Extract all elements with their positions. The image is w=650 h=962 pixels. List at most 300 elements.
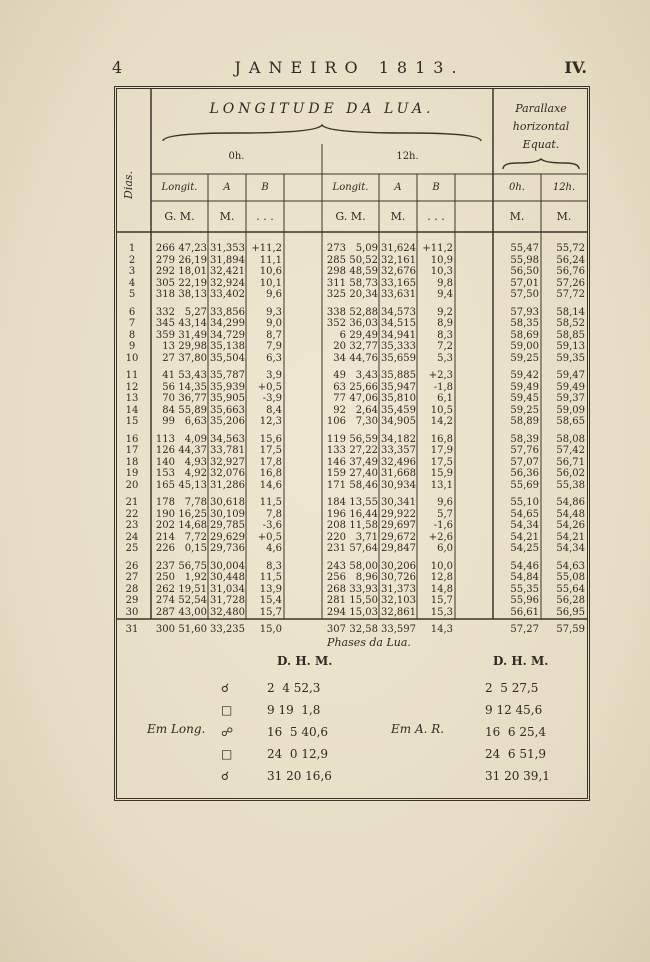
table-cell: 14,8 (430, 583, 453, 595)
table-cell: 30,448 (210, 572, 245, 583)
table-cell: 126 (155, 445, 175, 456)
table-cell: 2,64 (355, 404, 378, 416)
table-cell: 29,736 (210, 543, 245, 554)
table-cell: 34,941 (381, 329, 416, 341)
table-cell: 57,01 (510, 277, 539, 289)
table-cell: 34,299 (210, 318, 245, 329)
table-cell: 5,27 (184, 306, 207, 318)
table-cell: 56,02 (556, 468, 585, 479)
table-cell: 31,728 (210, 595, 245, 606)
table-cell: 3,9 (266, 370, 282, 381)
table-cell: 15,4 (259, 595, 282, 606)
table-cell: +0,5 (257, 531, 282, 543)
table-cell: 8,3 (266, 560, 282, 572)
table-cell: 58,73 (349, 277, 378, 289)
table-cell: 14,3 (430, 624, 453, 635)
table-cell: 32,496 (381, 456, 416, 468)
table-cell: +0,5 (257, 381, 282, 393)
table-cell: 133 (326, 445, 346, 456)
table-cell: 36,77 (178, 393, 207, 404)
table-cell: 59,37 (556, 393, 585, 404)
table-cell: 59,25 (510, 352, 539, 364)
table-cell: 55,64 (556, 583, 585, 595)
table-cell: 84 (162, 404, 175, 416)
table-cell: 274 (155, 595, 175, 606)
table-cell: 9,0 (266, 318, 282, 329)
table-cell: 243 (326, 560, 346, 572)
phase-value-ar: 16 6 25,4 (485, 725, 547, 739)
table-cell: 55,69 (510, 479, 539, 491)
table-cell: 146 (326, 456, 346, 468)
table-cell: 4,93 (184, 456, 207, 468)
table-cell: 29,697 (381, 520, 416, 531)
table-cell: 57,76 (510, 445, 539, 456)
table-cell: 30,726 (381, 572, 416, 583)
table-cell: 20 (333, 341, 346, 352)
table-cell: 12,3 (259, 416, 282, 427)
table-cell: 47,06 (349, 393, 378, 404)
phases-dhm-right: D. H. M. (493, 654, 549, 668)
table-cell: 58,69 (510, 329, 539, 341)
col-parallax-12: 12h. (552, 182, 576, 193)
table-cell: 35,787 (210, 370, 245, 381)
table-cell: 30,341 (381, 497, 416, 508)
table-cell: 56,36 (510, 468, 539, 479)
table-cell: 56,95 (556, 606, 585, 618)
table-cell: 59,13 (556, 341, 585, 352)
table-cell: 58,08 (556, 433, 585, 445)
table-cell: 58,89 (510, 416, 539, 427)
table-cell: 10,3 (430, 266, 453, 277)
table-cell: 63 (333, 381, 346, 393)
table-cell: 58,85 (556, 329, 585, 341)
table-cell: 28 (125, 583, 139, 595)
table-cell: +11,2 (251, 243, 282, 254)
table-cell: 13,1 (430, 479, 453, 491)
table-cell: 27,22 (349, 445, 378, 456)
table-cell: 56 (162, 381, 175, 393)
table-cell: 56,28 (556, 595, 585, 606)
table-cell: 32,076 (210, 468, 245, 479)
col-longit-0: Longit. (161, 182, 198, 193)
table-cell: 30,109 (210, 508, 245, 520)
table-cell: 31,286 (210, 479, 245, 491)
table-cell: 54,46 (510, 560, 539, 572)
table-cell: 34,515 (381, 318, 416, 329)
table-cell: 59,09 (556, 404, 585, 416)
table-cell: 56,59 (349, 433, 378, 445)
hour-0-label: 0h. (228, 151, 245, 162)
table-cell: 15,50 (349, 595, 378, 606)
table-cell: 57,59 (556, 624, 585, 635)
unit-label: M. (219, 210, 235, 223)
phase-value-long: 2 4 52,3 (267, 681, 321, 695)
phase-value-ar: 31 20 39,1 (485, 769, 550, 783)
table-cell: 54,25 (510, 543, 539, 554)
table-cell: 32,77 (349, 341, 378, 352)
table-cell: 256 (326, 572, 346, 583)
table-cell: 1,92 (184, 572, 207, 583)
table-cell: 55,10 (510, 497, 539, 508)
table-cell: 9,4 (437, 289, 453, 300)
table-cell: 32,58 (349, 624, 378, 635)
table-cell: 352 (326, 318, 346, 329)
table-cell: 14,35 (178, 381, 207, 393)
table-cell: 14,68 (178, 520, 207, 531)
table-cell: 54,34 (556, 543, 585, 554)
table-cell: 33,781 (210, 445, 245, 456)
table-cell: 30,206 (381, 560, 416, 572)
unit-label: M. (390, 210, 406, 223)
table-cell: 13 (125, 393, 139, 404)
table-cell: 54,48 (556, 508, 585, 520)
table-cell: 5,09 (355, 243, 378, 254)
table-cell: 35,659 (381, 352, 416, 364)
table-cell: 56,61 (510, 606, 539, 618)
hour-12-label: 12h. (396, 151, 419, 162)
table-cell: 34,729 (210, 329, 245, 341)
table-cell: 13,55 (349, 497, 378, 508)
table-cell: 34,573 (381, 306, 416, 318)
phase-symbol-icon: ☌ (221, 681, 230, 695)
table-cell: 38,13 (178, 289, 207, 300)
phase-value-long: 16 5 40,6 (267, 725, 329, 739)
col-b-0: B (261, 182, 269, 193)
table-cell: 59,49 (556, 381, 585, 393)
table-cell: 178 (155, 497, 175, 508)
table-cell: 48,59 (349, 266, 378, 277)
table-cell: 15,7 (259, 606, 282, 618)
table-cell: 35,333 (381, 341, 416, 352)
table-cell: -3,6 (262, 520, 282, 531)
col-a-12: A (394, 182, 402, 193)
table-cell: 32,421 (210, 266, 245, 277)
table-cell: 23 (125, 520, 139, 531)
table-cell: 5,3 (437, 352, 453, 364)
table-cell: 9,3 (266, 306, 282, 318)
table-cell: 27 (162, 352, 175, 364)
table-cell: 57,72 (556, 289, 585, 300)
table-cell: 50,52 (349, 254, 378, 266)
table-cell: 37,80 (178, 352, 207, 364)
table-cell: 15,0 (259, 624, 282, 635)
table-cell: 29,785 (210, 520, 245, 531)
table-cell: 9,8 (437, 277, 453, 289)
table-cell: 7,8 (266, 508, 282, 520)
table-cell: 7 (128, 318, 136, 329)
table-cell: -3,9 (262, 393, 282, 404)
table-cell: 15 (125, 416, 139, 427)
phase-symbol-icon: ☍ (221, 725, 234, 739)
table-cell: 7,72 (184, 531, 207, 543)
table-cell: 311 (326, 277, 346, 289)
table-cell: 294 (326, 606, 346, 618)
table-cell: 33,597 (381, 624, 416, 635)
table-cell: 56,76 (556, 266, 585, 277)
table-cell: 33,93 (349, 583, 378, 595)
table-cell: 26 (125, 560, 139, 572)
table-cell: 35,504 (210, 352, 245, 364)
brace-ornament (503, 159, 579, 169)
table-cell: -1,6 (433, 520, 453, 531)
table-cell: 31,624 (381, 243, 416, 254)
table-cell: 59,45 (510, 393, 539, 404)
table-cell: 165 (155, 479, 175, 491)
col-parallax-0: 0h. (509, 182, 525, 193)
table-cell: 36,03 (349, 318, 378, 329)
table-cell: 184 (326, 497, 346, 508)
unit-label: G. M. (164, 210, 195, 223)
table-cell: 3,71 (355, 531, 378, 543)
table-cell: 33,856 (210, 306, 245, 318)
phase-value-long: 9 19 1,8 (267, 703, 321, 717)
unit-label: G. M. (335, 210, 366, 223)
table-cell: 16,8 (259, 468, 282, 479)
table-cell: 8,4 (266, 404, 282, 416)
table-cell: 34,905 (381, 416, 416, 427)
table-cell: 8 (128, 329, 136, 341)
table-cell: 10,6 (259, 266, 282, 277)
table-cell: 14 (125, 404, 139, 416)
running-head (112, 58, 587, 80)
table-cell: 15,3 (430, 606, 453, 618)
table-cell: 9,6 (266, 289, 282, 300)
table-cell: 54,65 (510, 508, 539, 520)
table-cell: 292 (155, 266, 175, 277)
table-cell: 58,35 (510, 318, 539, 329)
table-cell: 17,5 (259, 445, 282, 456)
table-cell: 57,42 (556, 445, 585, 456)
table-cell: 54,84 (510, 572, 539, 583)
table-cell: 77 (333, 393, 346, 404)
parallax-title-line-2: horizontal (512, 120, 570, 133)
table-cell: 35,939 (210, 381, 245, 393)
table-cell: 55,47 (510, 243, 539, 254)
table-cell: 298 (326, 266, 346, 277)
table-cell: 281 (326, 595, 346, 606)
table-cell: 226 (155, 543, 175, 554)
table-cell: 55,98 (510, 254, 539, 266)
table-cell: 266 (155, 243, 175, 254)
table-cell: 268 (326, 583, 346, 595)
table-cell: 10 (125, 352, 139, 364)
table-cell: 99 (162, 416, 175, 427)
table-cell: 21 (125, 497, 139, 508)
table-cell: 307 (326, 624, 346, 635)
table-cell: 5,7 (437, 508, 453, 520)
table-cell: 7,9 (266, 341, 282, 352)
table-cell: 338 (326, 306, 346, 318)
table-cell: 4,09 (184, 433, 207, 445)
table-cell: 159 (326, 468, 346, 479)
table-cell: 33,235 (210, 624, 245, 635)
phase-value-ar: 2 5 27,5 (485, 681, 539, 695)
table-cell: 35,138 (210, 341, 245, 352)
table-cell: 6,0 (437, 543, 453, 554)
phase-value-long: 24 0 12,9 (267, 747, 329, 761)
table-cell: 20 (125, 479, 139, 491)
table-cell: 29,922 (381, 508, 416, 520)
table-cell: 31,894 (210, 254, 245, 266)
table-cell: 47,23 (178, 243, 207, 254)
table-cell: 58,39 (510, 433, 539, 445)
phases-label-ar: Em A. R. (391, 722, 445, 736)
table-cell: 285 (326, 254, 346, 266)
table-cell: 3 (128, 266, 136, 277)
table-cell: 8,9 (437, 318, 453, 329)
phases-title: Phases da Lua. (327, 636, 411, 649)
table-cell: 58,65 (556, 416, 585, 427)
table-cell: 41 (162, 370, 175, 381)
table-cell: 45,13 (178, 479, 207, 491)
table-cell: 0,15 (184, 543, 207, 554)
table-cell: 4 (128, 277, 136, 289)
table-cell: 11 (125, 370, 139, 381)
table-cell: 59,35 (556, 352, 585, 364)
table-cell: 359 (155, 329, 175, 341)
table-cell: 4,92 (184, 468, 207, 479)
table-cell: 6,1 (437, 393, 453, 404)
table-cell: 13,9 (259, 583, 282, 595)
table-cell: 58,00 (349, 560, 378, 572)
table-cell: 9,6 (437, 497, 453, 508)
table-cell: 52,54 (178, 595, 207, 606)
table-cell: 32,161 (381, 254, 416, 266)
table-cell: 10,0 (430, 560, 453, 572)
phases-label-long: Em Long. (147, 722, 206, 736)
table-cell: 56,71 (556, 456, 585, 468)
table-cell: 279 (155, 254, 175, 266)
table-cell: 35,459 (381, 404, 416, 416)
table-cell: 8,7 (266, 329, 282, 341)
table-cell: 59,42 (510, 370, 539, 381)
table-cell: 11,5 (259, 497, 282, 508)
parallax-title-line-3: Equat. (522, 138, 560, 151)
table-cell: 14,6 (259, 479, 282, 491)
page-number-left: 4 (112, 58, 123, 77)
table-cell: 27,40 (349, 468, 378, 479)
table-cell: 18,01 (178, 266, 207, 277)
table-cell: 26,19 (178, 254, 207, 266)
table-cell: 287 (155, 606, 175, 618)
phase-symbol-icon: □ (221, 703, 233, 717)
table-cell: 11,58 (349, 520, 378, 531)
table-cell: 29,98 (178, 341, 207, 352)
table-cell: -1,8 (433, 381, 453, 393)
table-cell: 2 (128, 254, 136, 266)
table-cell: 31,668 (381, 468, 416, 479)
table-cell: 17,8 (259, 456, 282, 468)
table-cell: 11,1 (259, 254, 282, 266)
table-cell: 32,861 (381, 606, 416, 618)
table-cell: 34,182 (381, 433, 416, 445)
table-cell: 43,00 (178, 606, 207, 618)
col-longit-12: Longit. (332, 182, 369, 193)
table-cell: 43,14 (178, 318, 207, 329)
brace-ornament (163, 125, 481, 141)
table-cell: 9,2 (437, 306, 453, 318)
table-cell: 12,8 (430, 572, 453, 583)
table-cell: 305 (155, 277, 175, 289)
table-cell: 33,402 (210, 289, 245, 300)
table-cell: 37,49 (349, 456, 378, 468)
table-cell: 30 (125, 606, 139, 618)
table-cell: 345 (155, 318, 175, 329)
table-cell: 27 (125, 572, 139, 583)
table-cell: 231 (326, 543, 346, 554)
page-title: JANEIRO 1813. (234, 58, 465, 77)
table-cell: 13 (162, 341, 175, 352)
table-cell: 119 (326, 433, 346, 445)
table-cell: 34,563 (210, 433, 245, 445)
table-cell: 58,46 (349, 479, 378, 491)
table-cell: 57,50 (510, 289, 539, 300)
dias-header: Dias. (122, 170, 135, 199)
table-cell: 16,25 (178, 508, 207, 520)
table-cell: 44,37 (178, 445, 207, 456)
table-cell: 35,810 (381, 393, 416, 404)
table-cell: 51,60 (178, 624, 207, 635)
table-cell: 262 (155, 583, 175, 595)
table-cell: 273 (326, 243, 346, 254)
table-cell: 30,004 (210, 560, 245, 572)
table-cell: 11,5 (259, 572, 282, 583)
table-cell: 19,51 (178, 583, 207, 595)
table-cell: 8,96 (355, 572, 378, 583)
table-cell: 35,947 (381, 381, 416, 393)
table-cell: 56,50 (510, 266, 539, 277)
table-cell: 35,885 (381, 370, 416, 381)
table-cell: 55,72 (556, 243, 585, 254)
table-cell: 16,8 (430, 433, 453, 445)
table-cell: 9 (128, 341, 136, 352)
table-cell: 54,63 (556, 560, 585, 572)
parallax-title-line-1: Parallaxe (515, 102, 567, 115)
table-cell: 214 (155, 531, 175, 543)
table-cell: 332 (155, 306, 175, 318)
table-cell: 57,27 (510, 624, 539, 635)
table-cell: 35,206 (210, 416, 245, 427)
table-cell: 55,96 (510, 595, 539, 606)
table-cell: 325 (326, 289, 346, 300)
table-cell: 57,64 (349, 543, 378, 554)
table-cell: 35,663 (210, 404, 245, 416)
table-cell: 29,629 (210, 531, 245, 543)
table-cell: 6 (339, 329, 346, 341)
unit-label: M. (509, 210, 525, 223)
table-cell: 59,25 (510, 404, 539, 416)
table-cell: 15,7 (430, 595, 453, 606)
table-cell: +2,6 (428, 531, 453, 543)
phases-dhm-left: D. H. M. (277, 654, 333, 668)
phase-symbol-icon: ☌ (221, 769, 230, 783)
table-cell: 52,88 (349, 306, 378, 318)
phase-symbol-icon: □ (221, 747, 233, 761)
table-cell: 32,480 (210, 606, 245, 618)
table-cell: 32,103 (381, 595, 416, 606)
table-cell: 19 (125, 468, 139, 479)
table-cell: 190 (155, 508, 175, 520)
table-cell: 6,3 (266, 352, 282, 364)
table-cell: 32,676 (381, 266, 416, 277)
table-cell: 54,21 (556, 531, 585, 543)
table-cell: +11,2 (422, 243, 453, 254)
table-cell: 58,52 (556, 318, 585, 329)
unit-label: M. (556, 210, 572, 223)
table-cell: 32,927 (210, 456, 245, 468)
table-cell: 32,924 (210, 277, 245, 289)
table-cell: 5 (128, 289, 136, 300)
